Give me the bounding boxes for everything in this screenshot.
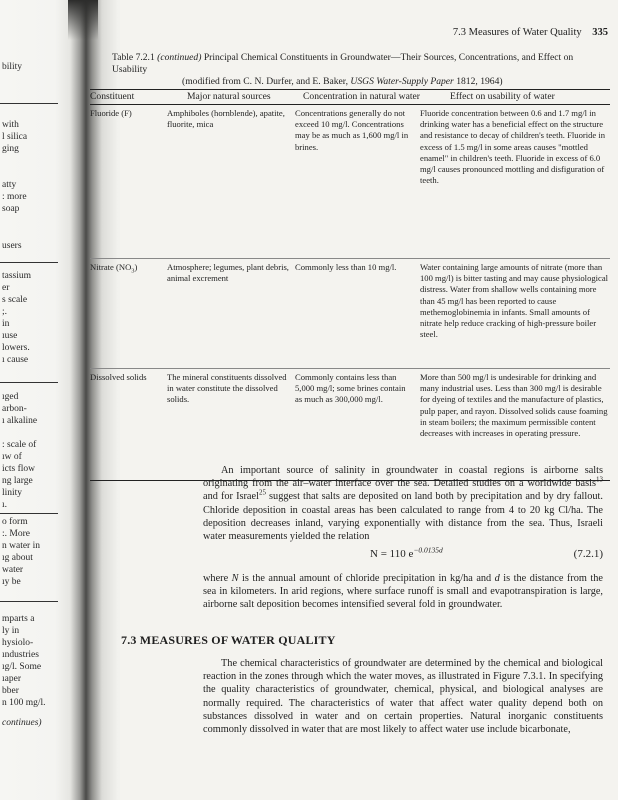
equation-number: (7.2.1) [573,548,603,560]
header-effect: Effect on usability of water [450,91,555,102]
caption-source-prefix: (modified from C. N. Durfer, and E. Baker, [182,76,349,87]
margin-rule [0,382,58,383]
margin-fragment: ıuse [2,331,18,341]
running-head-section: 7.3 Measures of Water Quality [452,27,582,38]
table-row-nitrate [90,258,610,368]
table-caption [112,52,604,88]
cell-constituent [90,262,167,368]
header-sources: Major natural sources [187,91,271,102]
margin-fragment: with [2,120,19,130]
constituents-table [90,89,610,481]
margin-rule [0,601,58,602]
margin-fragment: l silica [2,132,28,142]
para2-text-c: is the distance from the sea in kilometers. In arid regions, where surface runoff is small and evapotranspiration is large, airborne salt deposition becomes intensified several fold in groundwater. [203,573,604,611]
margin-fragment: o form [2,517,28,527]
margin-fragment: er [2,283,10,293]
running-head [453,27,608,38]
cell-effect: Water containing large amounts of nitrate (more than 100 mg/l) is bitter tasting and may cause physiological distress. Water from shallow wells containing more than 45 mg/l has been reported to cause methemoglobinemia in infants. Small amounts of nitrate help reduce cracking of high-pressure boiler steel. [420,262,609,340]
citation-25: 25 [258,488,266,497]
margin-fragment: n water in [2,541,40,551]
cell-concentration: Concentrations generally do not exceed 10 mg/l. Concentrations may be as much as 1,600 mg/l in brines. [295,108,409,152]
margin-fragment: water [2,565,24,575]
margin-fragment: ıg/l. Some [2,662,42,672]
margin-fragment: bber [2,686,19,696]
cell-concentration: Commonly contains less than 5,000 mg/l; some brines contain as much as 300,000 mg/l. [295,372,406,405]
equation-exponent: −0.0135d [413,545,443,555]
margin-fragment: lowers. [2,343,30,353]
margin-fragment: icts flow [2,464,35,474]
margin-fragment: linity [2,488,23,498]
cell-sources: Amphiboles (hornblende), apatite, fluorite, mica [167,108,285,130]
page-number: 335 [592,27,608,38]
margin-fragment: : scale of [2,440,37,450]
nitrate-suffix: ) [134,262,138,272]
margin-fragment: n 100 mg/l. [2,698,46,708]
margin-fragment: ı alkaline [2,416,38,426]
margin-rule [0,513,58,514]
margin-fragment: ı cause [2,355,29,365]
paragraph-measures: The chemical characteristics of groundwater are determined by the chemical and biological reaction in the zones through which the water moves, as illustrated in Figure 7.3.1. In specifying the quality characteristics of groundwater, chemical, physical, and biological analyses are normally required. The characteristics of water that affect water quality depend both on substances dissolved in water and on certain properties. Natural inorganic constituents commonly dissolved in water that are most likely to affect water use include bicarbonate, [203,658,603,736]
cell-effect: Fluoride concentration between 0.6 and 1.7 mg/l in drinking water has a beneficial effect on the structure and resistance to decay of children's teeth. Fluoride in excess of 1.5 mg/l in some areas causes "mottled enamel" in children's teeth. Fluoride in excess of 6.0 mg/l causes pronounced mottling and disfiguration of teeth. [420,108,606,186]
paragraph-where [203,572,603,612]
margin-fragment: users [2,241,22,251]
citation-13: 13 [596,475,603,484]
previous-page-margin [0,0,70,800]
caption-source [112,76,604,88]
para1-text-c: suggest that salts are deposited on land both by precipitation and by dry fallout. Chloride deposition in coastal areas has been calculated to range from 4 to 20 kg Cl/ha. The deposition decreases inland, varying exponentially with distance from the sea. Thus, Israeli water measurements yielded the relation [203,491,603,543]
equation-lhs: N = 110 e [370,548,414,560]
caption-label: Table 7.2.1 [112,52,155,63]
table-header-row [90,90,610,105]
margin-fragment: atty [2,180,17,190]
margin-fragment: tassium [2,271,32,281]
nitrate-subscript: 3 [131,267,135,275]
para2-text-a: where [203,573,232,584]
margin-fragment: ıged [2,392,19,402]
margin-fragment: ı. [2,500,8,510]
margin-fragment: ng large [2,476,33,486]
cell-concentration: Commonly less than 10 mg/l. [295,262,397,272]
cell-effect: More than 500 mg/l is undesirable for drinking and many industrial uses. Less than 300 mg/l is desirable for dyeing of textiles and the manufacture of plastics, pulp paper, and rayon. Dissolved solids cause foaming in steam boilers; the maximum permissible content decreases with increases in operating pressure. [420,372,608,439]
table-row-fluoride [90,105,610,258]
paragraph-salinity [203,464,603,543]
margin-fragment: :. More [2,529,30,539]
cell-sources: Atmosphere; legumes, plant debris, animal excrement [167,262,289,284]
margin-fragment: ging [2,144,19,154]
margin-fragment: s scale [2,295,28,305]
margin-fragment: ındustries [2,650,39,660]
margin-rule [0,262,58,263]
caption-source-suffix: 1812, 1964) [456,76,503,87]
para1-text-b: and for Israel [203,491,259,503]
caption-continued: (continued) [157,52,202,63]
header-concentration: Concentration in natural water [303,91,420,102]
margin-rule [0,103,58,104]
margin-fragment: ıg about [2,553,33,563]
nitrate-prefix: Nitrate (NO [90,262,132,272]
margin-fragment: ıw of [2,452,22,462]
margin-fragment: soap [2,204,20,214]
margin-fragment: bility [2,62,23,72]
variable-n: N [231,573,239,584]
caption-text: Principal Chemical Constituents in Groundwater—Their Sources, Concentrations, and Effect on Usability [112,52,574,75]
spine-shadow [68,0,98,40]
margin-fragment: ıaper [2,674,21,684]
margin-fragment: hysiolo- [2,638,34,648]
variable-d: d [494,573,500,584]
margin-fragment: ly in [2,626,20,636]
para2-text-b: is the annual amount of chloride precipitation in kg/ha and [238,573,495,584]
margin-fragment: ıy be [2,577,21,587]
margin-fragment: arbon- [2,404,27,414]
para1-text-a: An important source of salinity in groundwater in coastal regions is airborne salts originating from the air–water interface over the sea. Detailed studies on a worldwide basis [203,465,603,490]
margin-fragment: ;. [2,307,8,317]
caption-source-ref: USGS Water-Supply Paper [350,76,454,87]
margin-fragment: : more [2,192,27,202]
margin-fragment: mparts a [2,614,35,624]
equation-body [370,545,443,560]
cell-constituent: Fluoride (F) [90,108,132,118]
cell-sources: The mineral constituents dissolved in water constitute the dissolved solids. [167,372,287,405]
section-heading: 7.3 MEASURES OF WATER QUALITY [121,633,336,647]
header-constituent: Constituent [90,91,135,102]
cell-constituent: Dissolved solids [90,372,147,382]
margin-fragment: continues) [2,718,42,728]
equation-7-2-1 [203,545,603,564]
margin-fragment: in [2,319,10,329]
